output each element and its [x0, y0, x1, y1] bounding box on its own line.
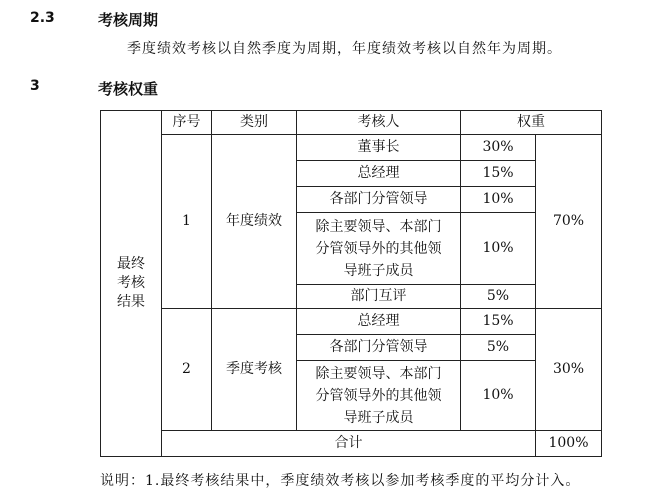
- assessor-line: 分管领导外的其他领: [315, 387, 442, 404]
- weight-cell: 15%: [461, 161, 536, 187]
- weight-cell: 10%: [461, 213, 536, 285]
- group2-seq: 2: [162, 309, 212, 431]
- section-2-3-title: 考核周期: [98, 11, 159, 29]
- table-header-row: [101, 111, 602, 135]
- section-2-3-text: 季度绩效考核以自然季度为周期，年度绩效考核以自然年为周期。: [127, 41, 562, 57]
- weight-table: [100, 110, 602, 457]
- assessor-line: 除主要领导、本部门: [315, 365, 442, 382]
- weight-cell: 5%: [461, 285, 536, 309]
- assessor-cell: [297, 213, 461, 285]
- section-3-number: 3: [30, 78, 40, 94]
- section-2-3-number: 2.3: [30, 10, 55, 26]
- final-label-line: 结果: [117, 294, 145, 310]
- table-row: [101, 309, 602, 335]
- final-label-line: 考核: [117, 275, 145, 291]
- assessor-cell: 总经理: [297, 161, 461, 187]
- weight-cell: 30%: [461, 135, 536, 161]
- total-row: [101, 431, 602, 457]
- header-weight: 权重: [461, 111, 602, 135]
- group2-weight: 30%: [536, 309, 602, 431]
- group2-category: 季度考核: [212, 309, 297, 431]
- header-assessor: 考核人: [297, 111, 461, 135]
- total-label: 合计: [162, 431, 536, 457]
- assessor-line: 除主要领导、本部门: [315, 218, 442, 235]
- group1-category: 年度绩效: [212, 135, 297, 309]
- group1-weight: 70%: [536, 135, 602, 309]
- table-row: [101, 135, 602, 161]
- assessor-line: 导班子成员: [343, 262, 414, 279]
- note-text: 说明：1.最终考核结果中，季度绩效考核以参加考核季度的平均分计入。: [100, 473, 581, 489]
- weight-cell: 15%: [461, 309, 536, 335]
- assessor-line: 导班子成员: [343, 409, 414, 426]
- assessor-cell: 各部门分管领导: [297, 335, 461, 361]
- group1-seq: 1: [162, 135, 212, 309]
- section-3-title: 考核权重: [98, 80, 159, 98]
- weight-cell: 10%: [461, 361, 536, 431]
- header-category: 类别: [212, 111, 297, 135]
- assessor-cell: 各部门分管领导: [297, 187, 461, 213]
- weight-cell: 10%: [461, 187, 536, 213]
- assessor-cell: 部门互评: [297, 285, 461, 309]
- assessor-cell: 董事长: [297, 135, 461, 161]
- assessor-line: 分管领导外的其他领: [315, 240, 442, 257]
- final-result-label: [101, 111, 162, 457]
- assessor-cell: 总经理: [297, 309, 461, 335]
- assessor-cell: [297, 361, 461, 431]
- total-weight: 100%: [536, 431, 602, 457]
- weight-cell: 5%: [461, 335, 536, 361]
- final-label-line: 最终: [117, 256, 145, 272]
- header-seq: 序号: [162, 111, 212, 135]
